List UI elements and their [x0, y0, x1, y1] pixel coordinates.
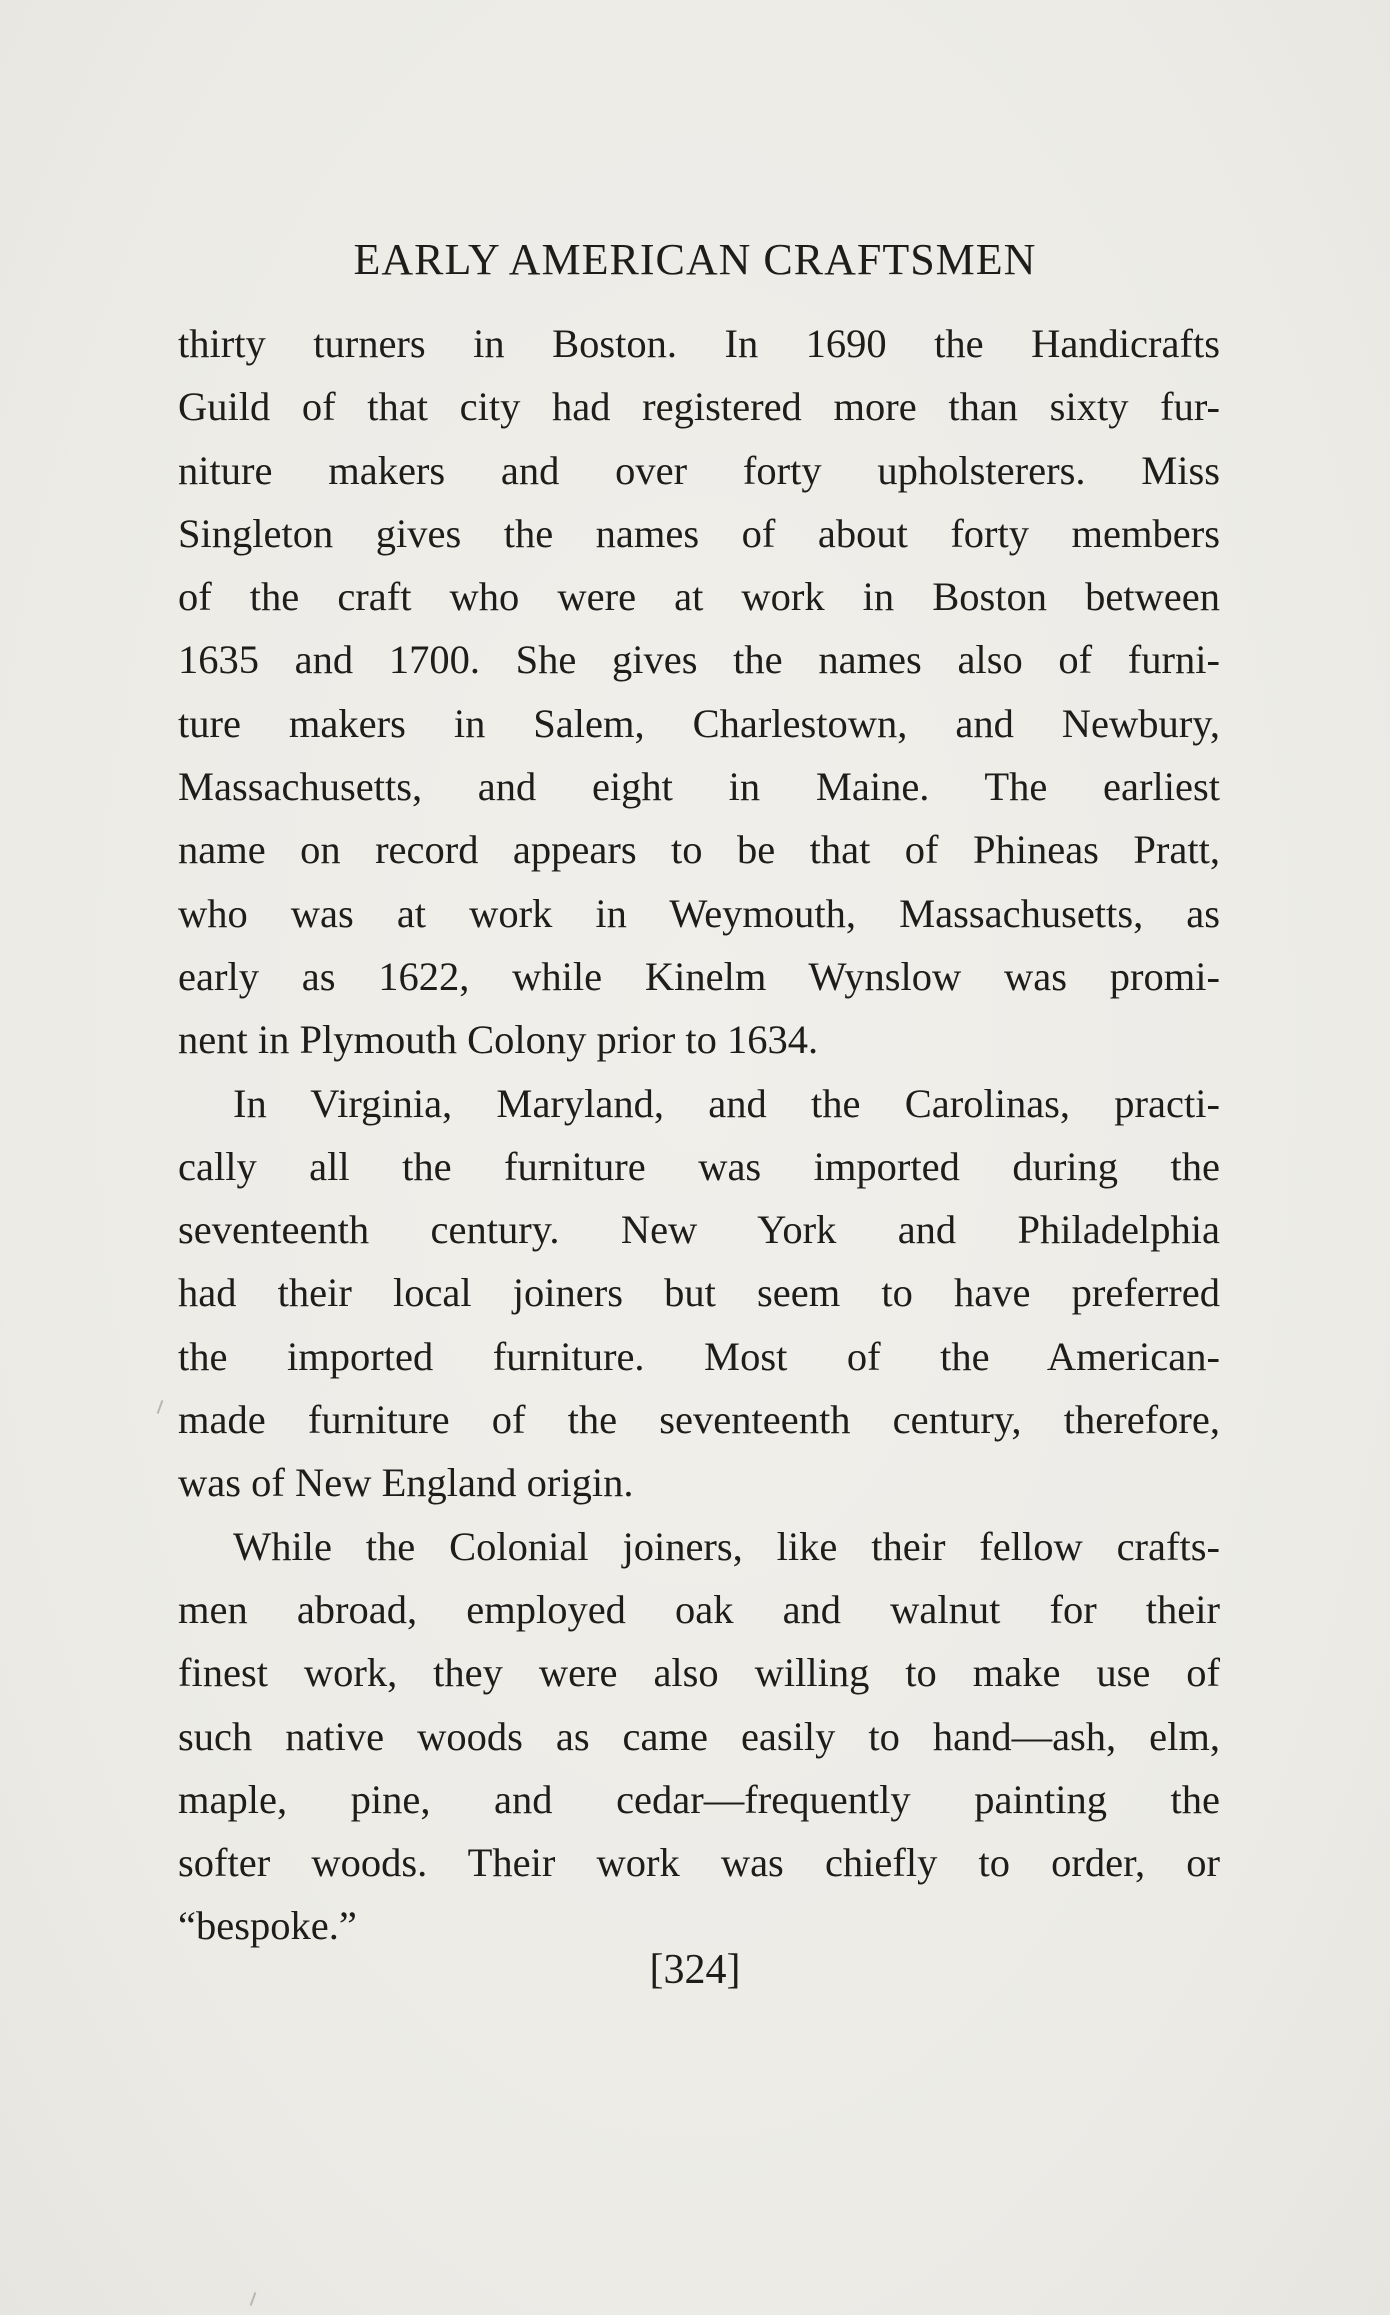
text-line: “bespoke.”	[178, 1903, 357, 1949]
text-line: of the craft who were at work in Boston between	[178, 574, 1220, 620]
text-line: such native woods as came easily to hand—ash, elm,	[178, 1713, 1220, 1759]
text-line: who was at work in Weymouth, Massachusetts, as	[178, 890, 1220, 936]
text-line: nent in Plymouth Colony prior to 1634.	[178, 1017, 819, 1063]
text-line: made furniture of the seventeenth century, therefore,	[178, 1397, 1220, 1443]
text-line: was of New England origin.	[178, 1460, 634, 1506]
running-head: EARLY AMERICAN CRAFTSMEN	[353, 235, 1037, 284]
text-line: While the Colonial joiners, like their fellow crafts-	[233, 1523, 1220, 1569]
text-line: seventeenth century. New York and Philadelphia	[178, 1207, 1220, 1253]
text-line: cally all the furniture was imported during the	[178, 1143, 1220, 1189]
text-line: Massachusetts, and eight in Maine. The earliest	[178, 764, 1220, 810]
paragraph-3	[178, 1515, 1220, 1958]
paragraph-2	[178, 1072, 1220, 1515]
text-line: 1635 and 1700. She gives the names also of furni-	[178, 637, 1220, 683]
text-line: had their local joiners but seem to have preferred	[178, 1270, 1220, 1316]
text-line: In Virginia, Maryland, and the Carolinas, practi-	[233, 1080, 1220, 1126]
paragraph-1	[178, 312, 1220, 1072]
text-line: thirty turners in Boston. In 1690 the Handicrafts	[178, 321, 1220, 366]
text-line: softer woods. Their work was chiefly to order, or	[178, 1840, 1220, 1886]
paper-speck	[157, 1400, 164, 1414]
text-line: ture makers in Salem, Charlestown, and Newbury,	[178, 700, 1220, 746]
page-number: [324]	[649, 1947, 741, 1993]
text-line: Singleton gives the names of about forty members	[178, 510, 1220, 556]
text-line: name on record appears to be that of Phineas Pratt,	[178, 827, 1220, 873]
text-line: maple, pine, and cedar—frequently painting the	[178, 1776, 1220, 1822]
paper-speck	[250, 2292, 257, 2306]
text-line: men abroad, employed oak and walnut for their	[178, 1586, 1220, 1632]
body-text	[178, 312, 1220, 1958]
text-line: Guild of that city had registered more than sixty fur-	[178, 384, 1220, 430]
text-line: niture makers and over forty upholsterers. Miss	[178, 447, 1220, 493]
text-line: finest work, they were also willing to make use of	[178, 1650, 1220, 1696]
text-line: the imported furniture. Most of the American-	[178, 1333, 1220, 1379]
text-line: early as 1622, while Kinelm Wynslow was promi-	[178, 953, 1220, 999]
